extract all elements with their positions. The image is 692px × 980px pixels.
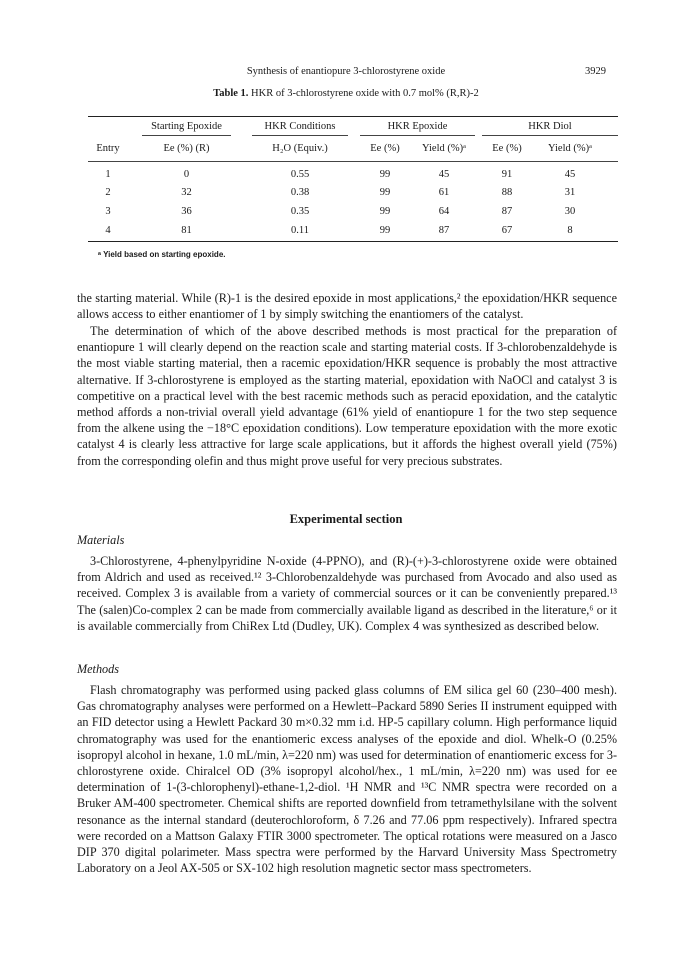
group-header-hkr-conditions: HKR Conditions: [264, 121, 336, 132]
table-cell: 0.11: [291, 225, 309, 236]
column-header-epoxide-yield: Yield (%)ᵃ: [422, 143, 466, 154]
column-header-entry: Entry: [96, 143, 120, 154]
column-header-water: H₂O (Equiv.): [272, 143, 328, 154]
section-title: Experimental section: [289, 512, 403, 526]
table-cell: 1: [105, 169, 111, 180]
table-cell: 45: [564, 169, 576, 180]
table-cell: 32: [181, 187, 192, 198]
table-cell: 45: [438, 169, 450, 180]
table-cell: 99: [379, 225, 391, 236]
table-header-rule: [88, 161, 618, 162]
subheading-materials: Materials: [77, 533, 125, 547]
table-cell: 64: [438, 206, 450, 217]
table-cell: 67: [501, 225, 513, 236]
table-cell: 36: [181, 206, 192, 217]
table-caption: [0, 88, 692, 99]
table-cell: 87: [438, 225, 450, 236]
table-cell: 99: [379, 187, 391, 198]
group-underline-starting-epoxide: [142, 135, 231, 136]
column-header-start-ee: Ee (%) (R): [163, 143, 210, 154]
group-header-starting-epoxide: Starting Epoxide: [151, 121, 222, 132]
page-number: 3929: [585, 66, 606, 77]
paragraph-methods: Flash chromatography was performed using packed glass columns of EM silica gel 60 (230–400 mesh). Gas chromatography analyses were performed on a Hewlett–Packard 5890 Series II instrument equipped with an FID detector using a Hewlett Packard 30 m×0.32 mm i.d. HP-5 capillary column. High performance liquid chromatography was used for the enantiomeric excess analyses of the epoxide and diol. Whelk-O (0.25% isopropyl alcohol in hexane, 1.0 mL/min, λ=220 nm) was used for determination of enantiomeric excess for 3-chlorostyrene oxide. Chiralcel OD (3% isopropyl alcohol/hex., 1 mL/min, λ=220 nm) was used for ee determination of 1-(3-chlorophenyl)-ethane-1,2-diol. ¹H NMR and ¹³C NMR spectra were recorded on a Bruker AM-400 spectrometer. Chemical shifts are reported downfield from tetramethylsilane with the solvent resonance as the internal standard (deuterochloroform, δ 7.26 and 77.06 ppm respectively). Infrared spectra were recorded on a Mattson Galaxy FTIR 3000 spectrometer. The optical rotations were measured on a Jasco DIP 370 digital polarimeter. Mass spectra were performed by the Harvard University Mass Spectrometry Laboratory on a Jeol AX-505 or SX-102 high resolution magnetic sector mass spectrometers.: [77, 683, 617, 876]
table-footnote: ᵃ Yield based on starting epoxide.: [98, 250, 226, 259]
table-cell: 4: [105, 225, 111, 236]
table-cell: 2: [105, 187, 111, 198]
column-header-epoxide-ee: Ee (%): [370, 143, 400, 154]
table-cell: 0.55: [290, 169, 310, 180]
table-cell: 88: [501, 187, 513, 198]
group-underline-hkr-conditions: [252, 135, 348, 136]
table-cell: 99: [379, 169, 391, 180]
paragraph-materials: 3-Chlorostyrene, 4-phenylpyridine N-oxide (4-PPNO), and (R)-(+)-3-chlorostyrene oxide were obtained from Aldrich and used as received.¹² 3-Chlorobenzaldehyde was purchased from Avocado and also used as received. Complex 3 is available from a variety of commercial sources or it can be conveniently prepared.¹³ The (salen)Co-complex 2 can be made from commercially available ligand as described in the literature,⁶ or it is available commercially from ChiRex Ltd (Dudley, UK). Complex 4 was synthesized as described below.: [77, 554, 617, 633]
table-cell: 91: [501, 169, 513, 180]
table-caption-label: Table 1.: [213, 88, 249, 99]
paragraph-discussion: The determination of which of the above described methods is most practical for the preparation of enantiopure 1 will clearly depend on the reaction scale and starting material costs. If 3-chlorobenzaldehyde is the most viable starting material, then a racemic epoxidation/HKR sequence is probably the most attractive alternative. If 3-chlorostyrene is employed as the starting material, epoxidation with NaOCl and catalyst 3 is competitive on a practical level with the best racemic methods such as peracid epoxidation, and the catalytic method affords a non-trivial overall yield advantage (61% yield of enantiopure 1 for the two step sequence from the alkene using the −18°C epoxidation conditions). Low temperature epoxidation with the more exotic catalyst 4 is clearly less attractive for large scale applications, but it affords the highest overall yield (75%) from the corresponding olefin and thus might prove useful for very precious substrates.: [77, 324, 617, 468]
column-header-diol-yield: Yield (%)ᵃ: [548, 143, 592, 154]
running-title: Synthesis of enantiopure 3-chlorostyrene oxide: [246, 66, 446, 77]
table-bottom-rule: [88, 241, 618, 242]
table-top-rule: [88, 116, 618, 117]
table-cell: 99: [379, 206, 391, 217]
table-cell: 0: [183, 169, 190, 180]
table-cell: 31: [564, 187, 576, 198]
group-header-hkr-diol: HKR Diol: [528, 121, 572, 132]
table-cell: 0.38: [290, 187, 310, 198]
table-cell: 30: [564, 206, 576, 217]
table-cell: 3: [105, 206, 111, 217]
table-cell: 81: [181, 225, 192, 236]
table-cell: 0.35: [290, 206, 310, 217]
table-cell: 8: [567, 225, 573, 236]
table-cell: 61: [438, 187, 450, 198]
paragraph-intro: the starting material. While (R)-1 is the desired epoxide in most applications,² the epoxidation/HKR sequence allows access to either enantiomer of 1 by simply switching the enantiomers of the catalyst.: [77, 291, 617, 322]
running-head: [0, 66, 692, 80]
subheading-methods: Methods: [77, 662, 119, 676]
group-header-hkr-epoxide: HKR Epoxide: [387, 121, 448, 132]
group-underline-hkr-epoxide: [360, 135, 475, 136]
table-caption-text: HKR of 3-chlorostyrene oxide with 0.7 mol% (R,R)-2: [248, 88, 479, 99]
table-cell: 87: [501, 206, 513, 217]
group-underline-hkr-diol: [482, 135, 618, 136]
column-header-diol-ee: Ee (%): [492, 143, 522, 154]
